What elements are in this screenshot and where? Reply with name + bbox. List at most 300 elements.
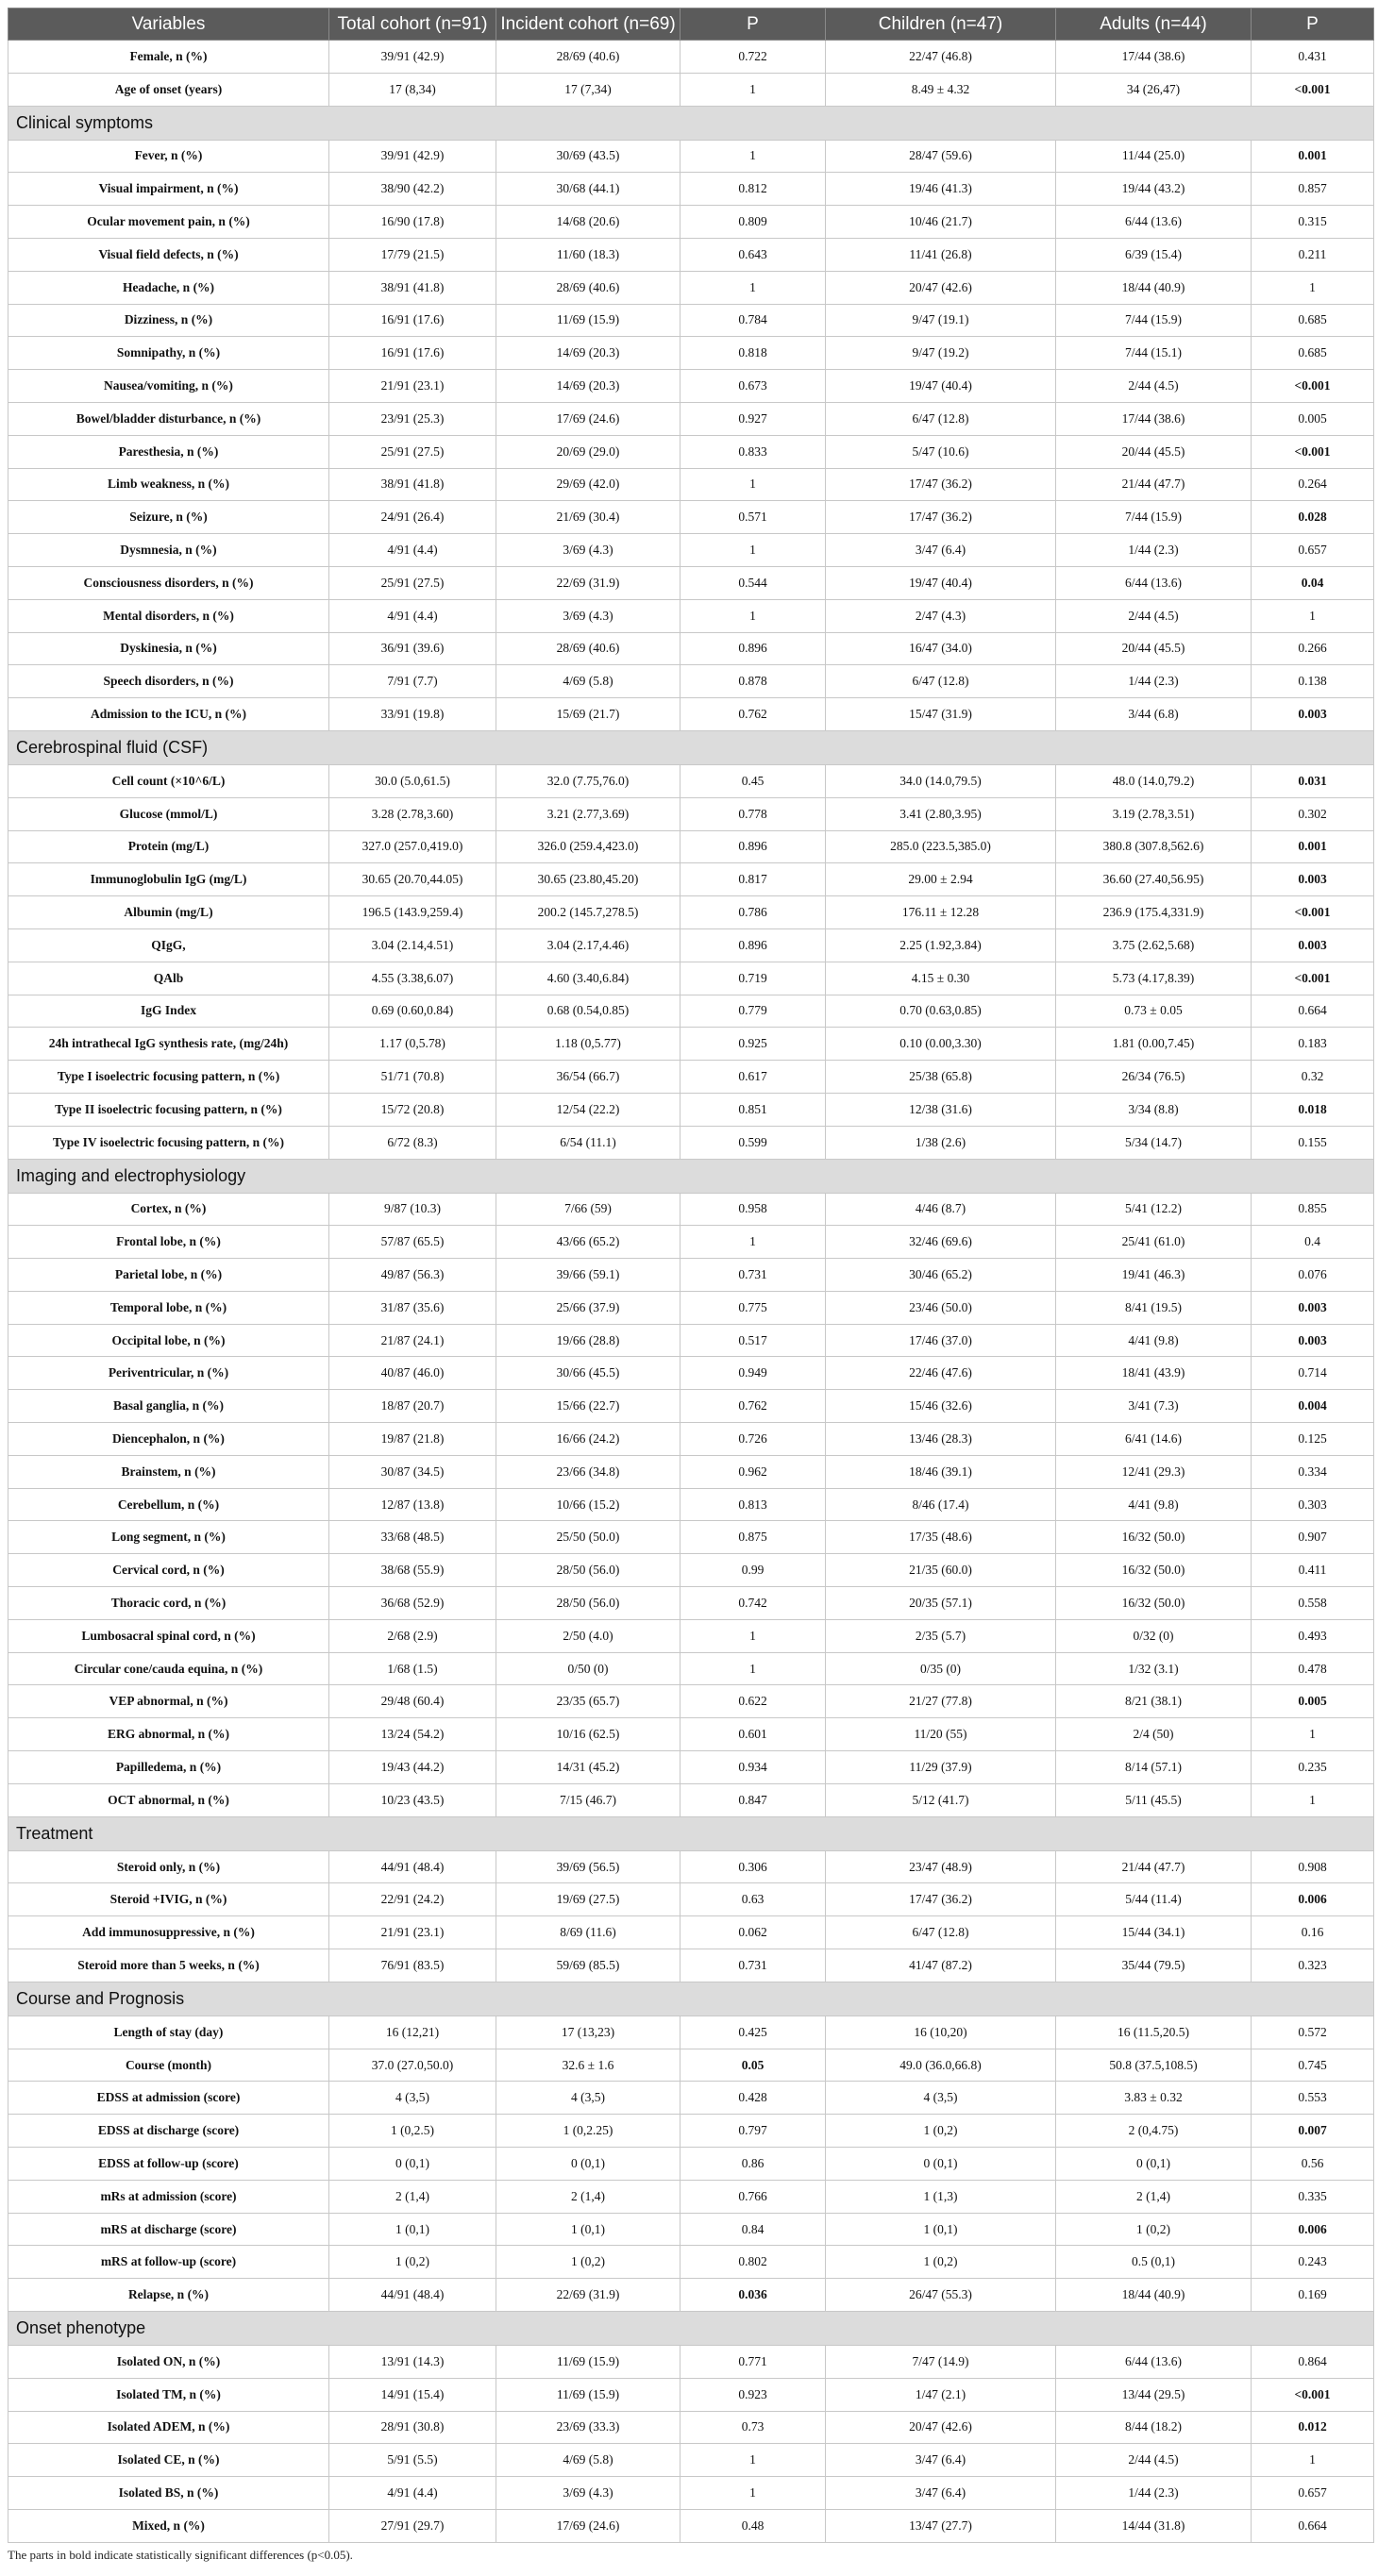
adults-cell: 7/44 (15.9) — [1056, 304, 1252, 337]
children-cell: 3/47 (6.4) — [826, 534, 1056, 567]
header-children: Children (n=47) — [826, 8, 1056, 41]
adults-cell: 21/44 (47.7) — [1056, 1850, 1252, 1883]
p-age-cell: 0.007 — [1252, 2115, 1374, 2148]
children-cell: 26/47 (55.3) — [826, 2279, 1056, 2312]
children-cell: 6/47 (12.8) — [826, 402, 1056, 435]
total-cohort-cell: 57/87 (65.5) — [329, 1226, 496, 1259]
adults-cell: 3/34 (8.8) — [1056, 1093, 1252, 1126]
incident-cohort-cell: 32.6 ± 1.6 — [496, 2049, 681, 2082]
children-cell: 9/47 (19.1) — [826, 304, 1056, 337]
incident-cohort-cell: 2 (1,4) — [496, 2180, 681, 2213]
table-row — [8, 2509, 1374, 2542]
incident-cohort-cell: 32.0 (7.75,76.0) — [496, 764, 681, 797]
total-cohort-cell: 76/91 (83.5) — [329, 1949, 496, 1982]
variable-cell: Isolated ON, n (%) — [8, 2346, 329, 2379]
incident-cohort-cell: 11/69 (15.9) — [496, 2378, 681, 2411]
section-label: Onset phenotype — [8, 2312, 1374, 2346]
p-cohort-cell: 0.778 — [681, 797, 826, 830]
p-age-cell: 0.4 — [1252, 1226, 1374, 1259]
adults-cell: 0.73 ± 0.05 — [1056, 995, 1252, 1028]
p-age-cell: 0.076 — [1252, 1259, 1374, 1292]
variable-cell: Mental disorders, n (%) — [8, 599, 329, 632]
table-row — [8, 764, 1374, 797]
incident-cohort-cell: 30/68 (44.1) — [496, 173, 681, 206]
total-cohort-cell: 13/91 (14.3) — [329, 2346, 496, 2379]
incident-cohort-cell: 2/50 (4.0) — [496, 1619, 681, 1652]
children-cell: 17/47 (36.2) — [826, 1883, 1056, 1916]
table-row — [8, 2279, 1374, 2312]
incident-cohort-cell: 22/69 (31.9) — [496, 566, 681, 599]
total-cohort-cell: 16/90 (17.8) — [329, 206, 496, 239]
adults-cell: 2 (0,4.75) — [1056, 2115, 1252, 2148]
incident-cohort-cell: 22/69 (31.9) — [496, 2279, 681, 2312]
table-row — [8, 238, 1374, 271]
variable-cell: Add immunosuppressive, n (%) — [8, 1916, 329, 1949]
p-cohort-cell: 0.813 — [681, 1488, 826, 1521]
p-cohort-cell: 0.875 — [681, 1521, 826, 1554]
adults-cell: 5/44 (11.4) — [1056, 1883, 1252, 1916]
p-age-cell: 0.028 — [1252, 501, 1374, 534]
adults-cell: 20/44 (45.5) — [1056, 632, 1252, 665]
p-cohort-cell: 0.949 — [681, 1357, 826, 1390]
variable-cell: Dyskinesia, n (%) — [8, 632, 329, 665]
total-cohort-cell: 38/68 (55.9) — [329, 1554, 496, 1587]
adults-cell: 18/41 (43.9) — [1056, 1357, 1252, 1390]
table-row — [8, 566, 1374, 599]
children-cell: 4/46 (8.7) — [826, 1193, 1056, 1226]
total-cohort-cell: 39/91 (42.9) — [329, 41, 496, 74]
total-cohort-cell: 9/87 (10.3) — [329, 1193, 496, 1226]
children-cell: 1 (1,3) — [826, 2180, 1056, 2213]
table-row — [8, 534, 1374, 567]
table-row — [8, 1324, 1374, 1357]
table-row — [8, 2477, 1374, 2510]
variable-cell: Somnipathy, n (%) — [8, 337, 329, 370]
p-cohort-cell: 1 — [681, 73, 826, 106]
variable-cell: Type I isoelectric focusing pattern, n (%) — [8, 1061, 329, 1094]
variable-cell: Lumbosacral spinal cord, n (%) — [8, 1619, 329, 1652]
adults-cell: 4/41 (9.8) — [1056, 1488, 1252, 1521]
total-cohort-cell: 33/91 (19.8) — [329, 698, 496, 731]
variable-cell: Cell count (×10^6/L) — [8, 764, 329, 797]
p-cohort-cell: 0.062 — [681, 1916, 826, 1949]
total-cohort-cell: 38/91 (41.8) — [329, 271, 496, 304]
incident-cohort-cell: 0 (0,1) — [496, 2148, 681, 2181]
children-cell: 0/35 (0) — [826, 1652, 1056, 1685]
variable-cell: QAlb — [8, 962, 329, 995]
p-age-cell: 0.012 — [1252, 2411, 1374, 2444]
variable-cell: Length of stay (day) — [8, 2016, 329, 2049]
children-cell: 15/47 (31.9) — [826, 698, 1056, 731]
p-cohort-cell: 0.762 — [681, 698, 826, 731]
variable-cell: Papilledema, n (%) — [8, 1751, 329, 1784]
adults-cell: 5/11 (45.5) — [1056, 1783, 1252, 1816]
adults-cell: 6/44 (13.6) — [1056, 566, 1252, 599]
header-p-cohort: P — [681, 8, 826, 41]
header-incident-cohort: Incident cohort (n=69) — [496, 8, 681, 41]
incident-cohort-cell: 200.2 (145.7,278.5) — [496, 896, 681, 929]
adults-cell: 1/32 (3.1) — [1056, 1652, 1252, 1685]
incident-cohort-cell: 23/69 (33.3) — [496, 2411, 681, 2444]
adults-cell: 21/44 (47.7) — [1056, 468, 1252, 501]
section-header-row — [8, 2312, 1374, 2346]
total-cohort-cell: 13/24 (54.2) — [329, 1718, 496, 1751]
children-cell: 13/47 (27.7) — [826, 2509, 1056, 2542]
adults-cell: 16 (11.5,20.5) — [1056, 2016, 1252, 2049]
p-age-cell: 0.907 — [1252, 1521, 1374, 1554]
p-cohort-cell: 0.766 — [681, 2180, 826, 2213]
total-cohort-cell: 4 (3,5) — [329, 2082, 496, 2115]
children-cell: 0.10 (0.00,3.30) — [826, 1028, 1056, 1061]
total-cohort-cell: 31/87 (35.6) — [329, 1291, 496, 1324]
footnote: The parts in bold indicate statistically significant differences (p<0.05). — [8, 2547, 353, 2562]
adults-cell: 16/32 (50.0) — [1056, 1554, 1252, 1587]
p-age-cell: 0.855 — [1252, 1193, 1374, 1226]
total-cohort-cell: 36/68 (52.9) — [329, 1587, 496, 1620]
p-age-cell: 0.003 — [1252, 1324, 1374, 1357]
variable-cell: Paresthesia, n (%) — [8, 435, 329, 468]
p-age-cell: 0.211 — [1252, 238, 1374, 271]
p-age-cell: 0.685 — [1252, 304, 1374, 337]
variable-cell: Headache, n (%) — [8, 271, 329, 304]
table-row — [8, 1587, 1374, 1620]
variable-cell: Dizziness, n (%) — [8, 304, 329, 337]
p-cohort-cell: 0.722 — [681, 41, 826, 74]
p-age-cell: 0.003 — [1252, 1291, 1374, 1324]
children-cell: 23/47 (48.9) — [826, 1850, 1056, 1883]
table-row — [8, 1685, 1374, 1718]
children-cell: 3/47 (6.4) — [826, 2477, 1056, 2510]
incident-cohort-cell: 4/69 (5.8) — [496, 665, 681, 698]
header-p-age: P — [1252, 8, 1374, 41]
variable-cell: Steroid more than 5 weeks, n (%) — [8, 1949, 329, 1982]
adults-cell: 2 (1,4) — [1056, 2180, 1252, 2213]
p-cohort-cell: 0.878 — [681, 665, 826, 698]
total-cohort-cell: 30.65 (20.70,44.05) — [329, 863, 496, 896]
header-row — [8, 8, 1374, 41]
variable-cell: Isolated ADEM, n (%) — [8, 2411, 329, 2444]
children-cell: 5/47 (10.6) — [826, 435, 1056, 468]
p-cohort-cell: 0.962 — [681, 1455, 826, 1488]
children-cell: 2/35 (5.7) — [826, 1619, 1056, 1652]
total-cohort-cell: 7/91 (7.7) — [329, 665, 496, 698]
children-cell: 16 (10,20) — [826, 2016, 1056, 2049]
variable-cell: Consciousness disorders, n (%) — [8, 566, 329, 599]
p-age-cell: 0.003 — [1252, 863, 1374, 896]
children-cell: 25/38 (65.8) — [826, 1061, 1056, 1094]
total-cohort-cell: 23/91 (25.3) — [329, 402, 496, 435]
incident-cohort-cell: 8/69 (11.6) — [496, 1916, 681, 1949]
children-cell: 17/47 (36.2) — [826, 501, 1056, 534]
adults-cell: 16/32 (50.0) — [1056, 1521, 1252, 1554]
children-cell: 6/47 (12.8) — [826, 1916, 1056, 1949]
variable-cell: OCT abnormal, n (%) — [8, 1783, 329, 1816]
incident-cohort-cell: 1.18 (0,5.77) — [496, 1028, 681, 1061]
incident-cohort-cell: 59/69 (85.5) — [496, 1949, 681, 1982]
p-cohort-cell: 1 — [681, 2444, 826, 2477]
p-age-cell: 0.864 — [1252, 2346, 1374, 2379]
adults-cell: 14/44 (31.8) — [1056, 2509, 1252, 2542]
total-cohort-cell: 2 (1,4) — [329, 2180, 496, 2213]
adults-cell: 0/32 (0) — [1056, 1619, 1252, 1652]
table-row — [8, 1554, 1374, 1587]
table-row — [8, 2049, 1374, 2082]
p-age-cell: 0.169 — [1252, 2279, 1374, 2312]
adults-cell: 1/44 (2.3) — [1056, 665, 1252, 698]
adults-cell: 3.83 ± 0.32 — [1056, 2082, 1252, 2115]
variable-cell: Bowel/bladder disturbance, n (%) — [8, 402, 329, 435]
p-cohort-cell: 0.599 — [681, 1126, 826, 1159]
variable-cell: Basal ganglia, n (%) — [8, 1390, 329, 1423]
p-cohort-cell: 0.775 — [681, 1291, 826, 1324]
p-cohort-cell: 0.622 — [681, 1685, 826, 1718]
p-cohort-cell: 0.05 — [681, 2049, 826, 2082]
incident-cohort-cell: 14/31 (45.2) — [496, 1751, 681, 1784]
adults-cell: 3.19 (2.78,3.51) — [1056, 797, 1252, 830]
p-age-cell: 0.183 — [1252, 1028, 1374, 1061]
variable-cell: Fever, n (%) — [8, 140, 329, 173]
table-row — [8, 1193, 1374, 1226]
children-cell: 17/47 (36.2) — [826, 468, 1056, 501]
header-adults: Adults (n=44) — [1056, 8, 1252, 41]
incident-cohort-cell: 14/69 (20.3) — [496, 370, 681, 403]
adults-cell: 8/44 (18.2) — [1056, 2411, 1252, 2444]
variable-cell: Circular cone/cauda equina, n (%) — [8, 1652, 329, 1685]
p-age-cell: 0.56 — [1252, 2148, 1374, 2181]
table-row — [8, 1455, 1374, 1488]
total-cohort-cell: 0 (0,1) — [329, 2148, 496, 2181]
p-cohort-cell: 0.762 — [681, 1390, 826, 1423]
table-row — [8, 1357, 1374, 1390]
total-cohort-cell: 6/72 (8.3) — [329, 1126, 496, 1159]
children-cell: 1/38 (2.6) — [826, 1126, 1056, 1159]
results-table — [8, 8, 1374, 2543]
section-header-row — [8, 1982, 1374, 2016]
variable-cell: Isolated TM, n (%) — [8, 2378, 329, 2411]
adults-cell: 17/44 (38.6) — [1056, 41, 1252, 74]
variable-cell: Visual impairment, n (%) — [8, 173, 329, 206]
children-cell: 21/35 (60.0) — [826, 1554, 1056, 1587]
p-age-cell: 0.04 — [1252, 566, 1374, 599]
children-cell: 28/47 (59.6) — [826, 140, 1056, 173]
incident-cohort-cell: 21/69 (30.4) — [496, 501, 681, 534]
variable-cell: Relapse, n (%) — [8, 2279, 329, 2312]
incident-cohort-cell: 14/69 (20.3) — [496, 337, 681, 370]
incident-cohort-cell: 43/66 (65.2) — [496, 1226, 681, 1259]
total-cohort-cell: 25/91 (27.5) — [329, 435, 496, 468]
table-row — [8, 1126, 1374, 1159]
children-cell: 19/47 (40.4) — [826, 370, 1056, 403]
variable-cell: Admission to the ICU, n (%) — [8, 698, 329, 731]
variable-cell: Isolated BS, n (%) — [8, 2477, 329, 2510]
total-cohort-cell: 14/91 (15.4) — [329, 2378, 496, 2411]
p-age-cell: 0.32 — [1252, 1061, 1374, 1094]
children-cell: 19/46 (41.3) — [826, 173, 1056, 206]
section-label: Treatment — [8, 1816, 1374, 1850]
children-cell: 1/47 (2.1) — [826, 2378, 1056, 2411]
table-row — [8, 896, 1374, 929]
p-age-cell: 1 — [1252, 599, 1374, 632]
header-total-cohort: Total cohort (n=91) — [329, 8, 496, 41]
incident-cohort-cell: 17 (13,23) — [496, 2016, 681, 2049]
total-cohort-cell: 36/91 (39.6) — [329, 632, 496, 665]
total-cohort-cell: 30.0 (5.0,61.5) — [329, 764, 496, 797]
total-cohort-cell: 1 (0,2.5) — [329, 2115, 496, 2148]
incident-cohort-cell: 30/66 (45.5) — [496, 1357, 681, 1390]
children-cell: 4.15 ± 0.30 — [826, 962, 1056, 995]
p-age-cell: 0.685 — [1252, 337, 1374, 370]
adults-cell: 5/34 (14.7) — [1056, 1126, 1252, 1159]
p-age-cell: 1 — [1252, 2444, 1374, 2477]
table-row — [8, 140, 1374, 173]
table-row — [8, 1652, 1374, 1685]
children-cell: 11/41 (26.8) — [826, 238, 1056, 271]
total-cohort-cell: 38/90 (42.2) — [329, 173, 496, 206]
p-cohort-cell: 0.818 — [681, 337, 826, 370]
total-cohort-cell: 1.17 (0,5.78) — [329, 1028, 496, 1061]
variable-cell: mRs at admission (score) — [8, 2180, 329, 2213]
table-row — [8, 698, 1374, 731]
incident-cohort-cell: 6/54 (11.1) — [496, 1126, 681, 1159]
p-age-cell: 0.714 — [1252, 1357, 1374, 1390]
total-cohort-cell: 15/72 (20.8) — [329, 1093, 496, 1126]
table-row — [8, 501, 1374, 534]
p-cohort-cell: 0.742 — [681, 1587, 826, 1620]
table-row — [8, 632, 1374, 665]
p-cohort-cell: 0.719 — [681, 962, 826, 995]
incident-cohort-cell: 1 (0,2.25) — [496, 2115, 681, 2148]
table-row — [8, 1259, 1374, 1292]
table-row — [8, 2148, 1374, 2181]
incident-cohort-cell: 4 (3,5) — [496, 2082, 681, 2115]
table-row — [8, 1423, 1374, 1456]
table-row — [8, 468, 1374, 501]
p-age-cell: 0.558 — [1252, 1587, 1374, 1620]
children-cell: 30/46 (65.2) — [826, 1259, 1056, 1292]
children-cell: 32/46 (69.6) — [826, 1226, 1056, 1259]
table-container — [8, 8, 1373, 2563]
p-age-cell: 0.264 — [1252, 468, 1374, 501]
table-row — [8, 2444, 1374, 2477]
incident-cohort-cell: 17 (7,34) — [496, 73, 681, 106]
p-cohort-cell: 0.428 — [681, 2082, 826, 2115]
p-age-cell: 0.302 — [1252, 797, 1374, 830]
table-row — [8, 2016, 1374, 2049]
p-cohort-cell: 0.86 — [681, 2148, 826, 2181]
total-cohort-cell: 1/68 (1.5) — [329, 1652, 496, 1685]
incident-cohort-cell: 15/66 (22.7) — [496, 1390, 681, 1423]
adults-cell: 25/41 (61.0) — [1056, 1226, 1252, 1259]
children-cell: 4 (3,5) — [826, 2082, 1056, 2115]
total-cohort-cell: 24/91 (26.4) — [329, 501, 496, 534]
table-row — [8, 1291, 1374, 1324]
p-cohort-cell: 0.84 — [681, 2213, 826, 2246]
children-cell: 18/46 (39.1) — [826, 1455, 1056, 1488]
variable-cell: EDSS at admission (score) — [8, 2082, 329, 2115]
variable-cell: Glucose (mmol/L) — [8, 797, 329, 830]
total-cohort-cell: 16/91 (17.6) — [329, 337, 496, 370]
table-row — [8, 1850, 1374, 1883]
incident-cohort-cell: 7/66 (59) — [496, 1193, 681, 1226]
p-age-cell: 0.657 — [1252, 534, 1374, 567]
adults-cell: 36.60 (27.40,56.95) — [1056, 863, 1252, 896]
p-age-cell: 0.16 — [1252, 1916, 1374, 1949]
variable-cell: EDSS at follow-up (score) — [8, 2148, 329, 2181]
table-row — [8, 2115, 1374, 2148]
adults-cell: 7/44 (15.9) — [1056, 501, 1252, 534]
p-cohort-cell: 0.673 — [681, 370, 826, 403]
incident-cohort-cell: 19/66 (28.8) — [496, 1324, 681, 1357]
adults-cell: 12/41 (29.3) — [1056, 1455, 1252, 1488]
total-cohort-cell: 19/43 (44.2) — [329, 1751, 496, 1784]
p-age-cell: 0.266 — [1252, 632, 1374, 665]
p-age-cell: 0.005 — [1252, 1685, 1374, 1718]
table-row — [8, 1751, 1374, 1784]
adults-cell: 13/44 (29.5) — [1056, 2378, 1252, 2411]
children-cell: 29.00 ± 2.94 — [826, 863, 1056, 896]
p-cohort-cell: 0.643 — [681, 238, 826, 271]
p-cohort-cell: 0.958 — [681, 1193, 826, 1226]
incident-cohort-cell: 3/69 (4.3) — [496, 534, 681, 567]
p-age-cell: 0.323 — [1252, 1949, 1374, 1982]
total-cohort-cell: 4/91 (4.4) — [329, 2477, 496, 2510]
adults-cell: 3/44 (6.8) — [1056, 698, 1252, 731]
incident-cohort-cell: 1 (0,1) — [496, 2213, 681, 2246]
p-cohort-cell: 0.784 — [681, 304, 826, 337]
incident-cohort-cell: 15/69 (21.7) — [496, 698, 681, 731]
p-age-cell: 0.478 — [1252, 1652, 1374, 1685]
total-cohort-cell: 3.04 (2.14,4.51) — [329, 928, 496, 962]
p-cohort-cell: 0.617 — [681, 1061, 826, 1094]
children-cell: 11/29 (37.9) — [826, 1751, 1056, 1784]
table-row — [8, 271, 1374, 304]
children-cell: 10/46 (21.7) — [826, 206, 1056, 239]
p-cohort-cell: 0.731 — [681, 1259, 826, 1292]
p-age-cell: 0.334 — [1252, 1455, 1374, 1488]
p-age-cell: 1 — [1252, 1783, 1374, 1816]
p-cohort-cell: 1 — [681, 1619, 826, 1652]
adults-cell: 2/44 (4.5) — [1056, 599, 1252, 632]
incident-cohort-cell: 39/66 (59.1) — [496, 1259, 681, 1292]
adults-cell: 26/34 (76.5) — [1056, 1061, 1252, 1094]
p-cohort-cell: 0.036 — [681, 2279, 826, 2312]
total-cohort-cell: 21/87 (24.1) — [329, 1324, 496, 1357]
p-cohort-cell: 1 — [681, 468, 826, 501]
p-age-cell: 0.857 — [1252, 173, 1374, 206]
p-cohort-cell: 0.923 — [681, 2378, 826, 2411]
incident-cohort-cell: 30.65 (23.80,45.20) — [496, 863, 681, 896]
children-cell: 16/47 (34.0) — [826, 632, 1056, 665]
p-cohort-cell: 1 — [681, 599, 826, 632]
incident-cohort-cell: 39/69 (56.5) — [496, 1850, 681, 1883]
p-cohort-cell: 0.306 — [681, 1850, 826, 1883]
incident-cohort-cell: 10/16 (62.5) — [496, 1718, 681, 1751]
incident-cohort-cell: 12/54 (22.2) — [496, 1093, 681, 1126]
adults-cell: 19/41 (46.3) — [1056, 1259, 1252, 1292]
adults-cell: 6/41 (14.6) — [1056, 1423, 1252, 1456]
p-age-cell: <0.001 — [1252, 896, 1374, 929]
table-row — [8, 370, 1374, 403]
adults-cell: 18/44 (40.9) — [1056, 2279, 1252, 2312]
total-cohort-cell: 28/91 (30.8) — [329, 2411, 496, 2444]
variable-cell: Occipital lobe, n (%) — [8, 1324, 329, 1357]
incident-cohort-cell: 17/69 (24.6) — [496, 402, 681, 435]
table-row — [8, 1061, 1374, 1094]
variable-cell: Steroid only, n (%) — [8, 1850, 329, 1883]
children-cell: 13/46 (28.3) — [826, 1423, 1056, 1456]
total-cohort-cell: 3.28 (2.78,3.60) — [329, 797, 496, 830]
children-cell: 1 (0,1) — [826, 2213, 1056, 2246]
